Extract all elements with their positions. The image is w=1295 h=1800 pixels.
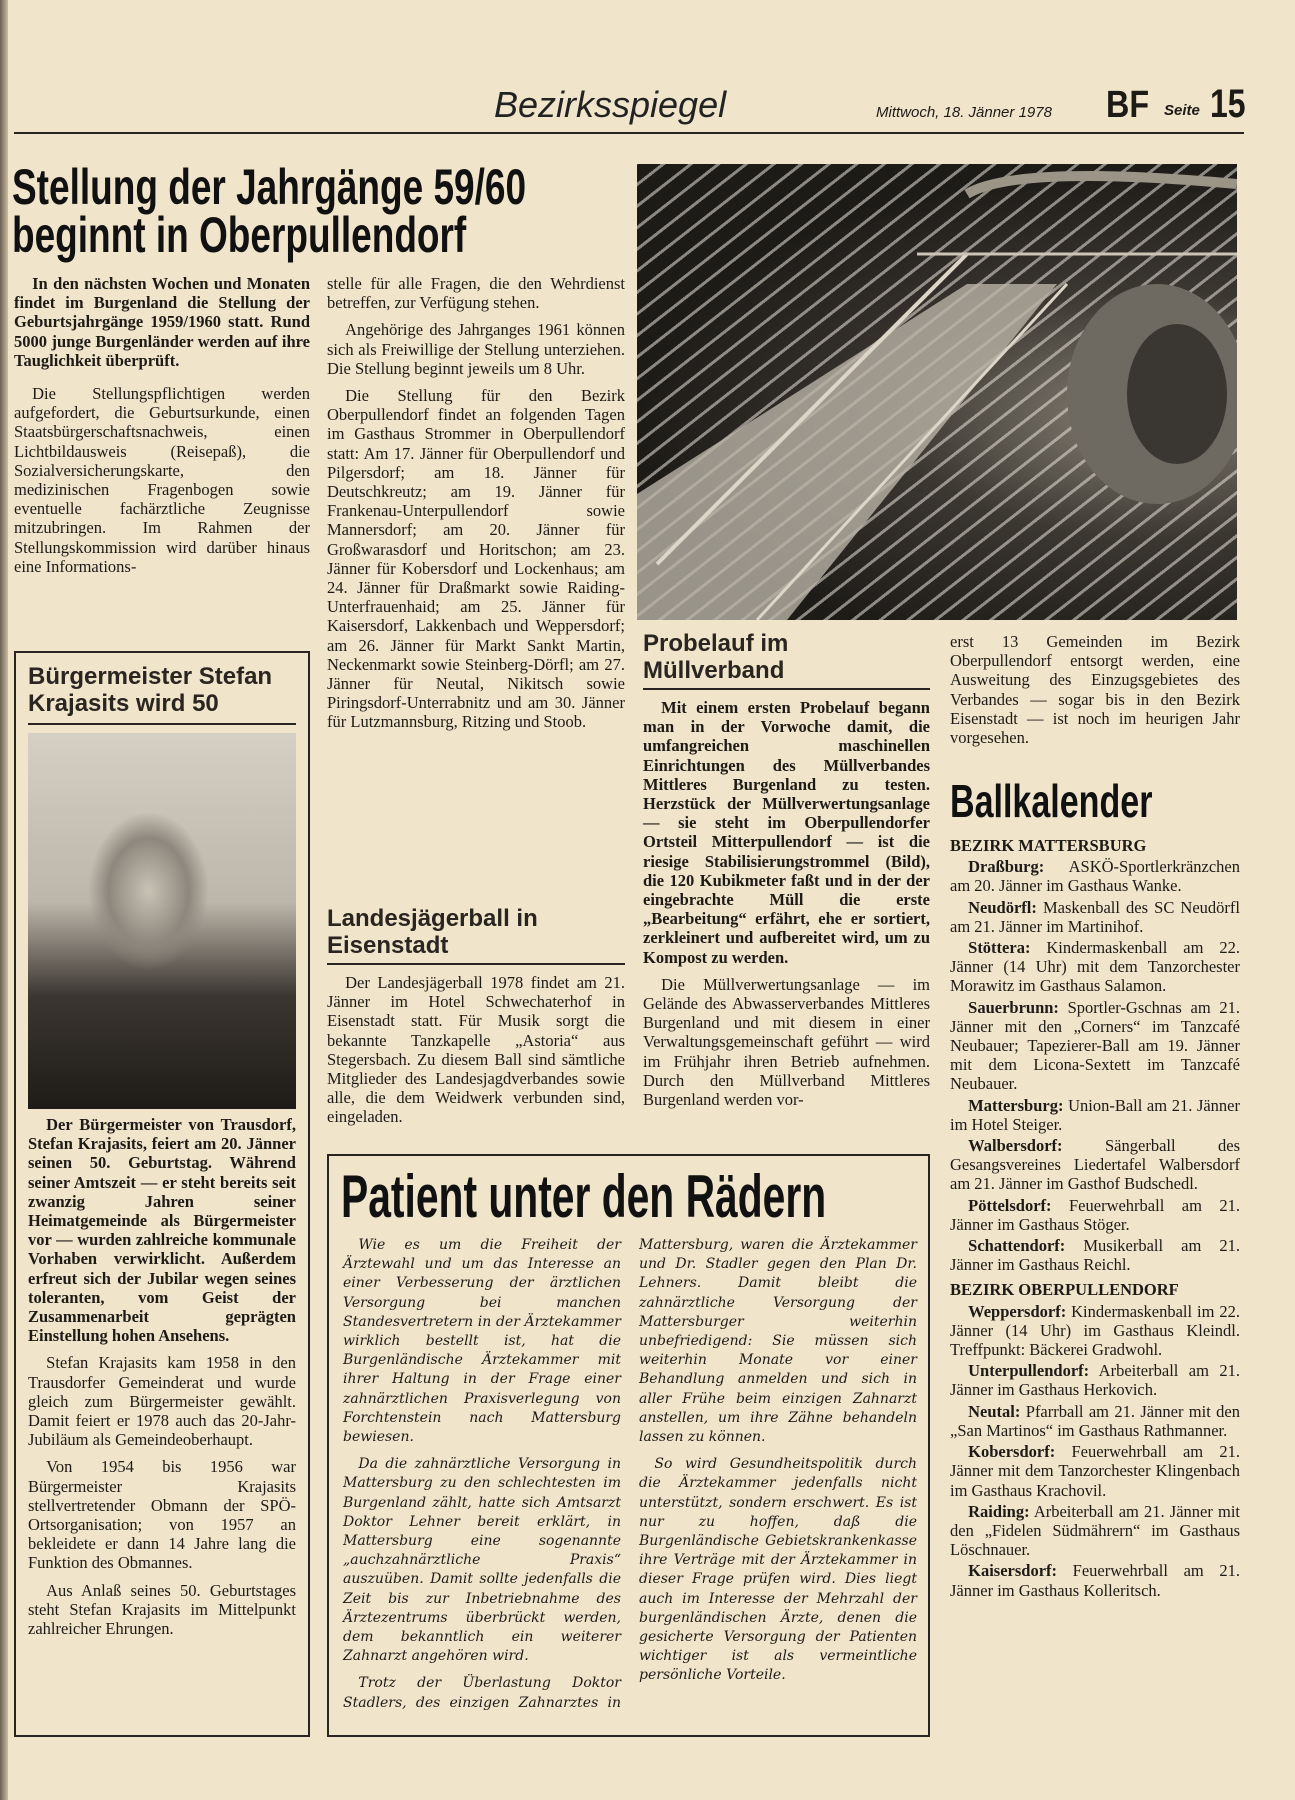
article-buergermeister	[14, 651, 310, 1737]
patient-paragraph: Da die zahnärztliche Versorgung in Mattersburg zu den schlechtesten im Burgenland zählt, hatte sich Amtsarzt Doktor Lehner bereit erklärt, in Mattersburg eine sogenannte „auchzahnärztliche Praxis“ auszuüben. Damit sollte jedenfalls die Zeit bis zur Inbetriebnahme des Ärztezentrums überbrückt werden, dem bekanntlich ein weiterer Zahnarzt angehören wird.	[343, 1456, 621, 1665]
headline-stellung-line1: Stellung der Jahrgänge 59/60	[12, 159, 527, 215]
ballkalender-entry	[950, 1502, 1240, 1560]
ballkalender-event: Kindermaskenball im 22. Jänner (14 Uhr) im Gasthaus Kleindl. Treffpunkt: Bäckerei Gradwohl.	[950, 1301, 1240, 1360]
buergermeister-paragraph: Stefan Krajasits kam 1958 in den Trausdorfer Gemeinderat und wurde gleich zum Bürgermeister gewählt. Damit feiert er 1978 auch das 20-Jahr-Jubiläum als Gemeindeoberhaupt.	[28, 1353, 296, 1450]
ballkalender-entry	[950, 898, 1240, 936]
ballkalender-event: Sportler-Gschnas am 21. Jänner mit den „Corners“ im Tanzcafé Neubauer; Tapezierer-Ball am 19. Jänner mit dem Licona-Sextett im Tanzcafé Neubauer.	[950, 997, 1240, 1094]
ballkalender-place: Mattersburg:	[968, 1095, 1064, 1115]
ballkalender-district-heading: BEZIRK MATTERSBURG	[950, 836, 1147, 855]
ballkalender-entry	[950, 1236, 1240, 1274]
probelauf-paragraph: Die Müllverwertungsanlage — im Gelände des Abwasserverbandes Mittleres Burgenland und mit diesem in einer Verwaltungsgemeinschaft geführt — wird im Frühjahr ihren Betrieb aufnehmen. Durch den Müllverband Mittleres Burgenland werden vor-	[643, 974, 930, 1110]
section-title: Bezirksspiegel	[494, 84, 727, 125]
patient-paragraph: Trotz der Überlastung Doktor Stadlers, des einzigen Zahnarztes in Mattersburg, waren die Ärztekammer und Dr. Stadler gegen den Plan Dr. Lehners. Damit bleibt die zahnärztliche Versorgung der Mattersburger weiterhin unbefriedigend: Sie müssen sich weiterhin Monate vor einer Behandlung anmelden und sich in aller Frühe beim einzigen Zahnarzt anstellen, um ihre Zähne behandeln lassen zu können.	[343, 1237, 917, 1711]
ballkalender-event: Sängerball des Gesangsvereines Liedertafel Walbersdorf am 21. Jänner im Gasthof Budschedl.	[950, 1136, 1240, 1194]
stellung-paragraph: Die Stellungspflichtigen werden aufgefordert, die Geburtsurkunde, einen Staatsbürgerschaftsnachweis, einen Lichtbildausweis (Reisepaß), die Sozialversicherungskarte, den medizinischen Fragenbogen sowie eventuelle fachärztliche Zeugnisse mitzubringen. Im Rahmen der Stellungskommission wird darüber hinaus eine Informations-	[14, 384, 310, 576]
ballkalender-place: Raiding:	[968, 1501, 1030, 1521]
page-edge	[0, 0, 8, 1800]
ballkalender-event: Pfarrball am 21. Jänner mit den „San Martinos“ im Gasthaus Rathmanner.	[950, 1401, 1240, 1440]
ballkalender-place: Pöttelsdorf:	[968, 1195, 1052, 1215]
ballkalender-event: Arbeiterball am 21. Jänner mit den „Fidelen Südmährern“ im Gasthaus Löschnauer.	[950, 1501, 1241, 1560]
portrait-stefan-krajasits	[28, 733, 296, 1109]
ballkalender-entry	[950, 1302, 1240, 1360]
buergermeister-paragraph: Aus Anlaß seines 50. Geburtstages steht Stefan Krajasits im Mittelpunkt zahlreicher Ehrungen.	[28, 1580, 296, 1639]
ballkalender-event: Feuerwehrball am 21. Jänner im Gasthaus Stöger.	[950, 1195, 1241, 1234]
staircase-illustration	[637, 164, 1237, 620]
ballkalender-entry	[950, 1442, 1240, 1500]
ballkalender-place: Schattendorf:	[968, 1236, 1066, 1256]
ballkalender-event: Feuerwehrball am 21. Jänner im Gasthaus Kolleritsch.	[950, 1561, 1240, 1600]
ballkalender-event: Feuerwehrball am 21. Jänner mit dem Tanzorchester Klingenbach im Gasthaus Krachovil.	[950, 1442, 1240, 1500]
ballkalender-entry	[950, 1402, 1240, 1440]
page-number: 15	[1210, 82, 1246, 126]
article-stellung-col2	[327, 274, 625, 740]
ballkalender-district-heading: BEZIRK OBERPULLENDORF	[950, 1280, 1179, 1300]
ballkalender-place: Weppersdorf:	[968, 1301, 1067, 1321]
page-label: Seite	[1164, 102, 1200, 119]
probelauf-paragraph: erst 13 Gemeinden im Bezirk Oberpullendorf entsorgt werden, eine Ausweitung des Einzugsgebietes des Verbandes — sogar bis in den Bezirk Eisenstadt — ist noch im heurigen Jahr vorgesehen.	[950, 632, 1240, 748]
ballkalender-place: Walbersdorf:	[968, 1136, 1063, 1156]
probelauf-heading: Probelauf im Müllverband	[643, 630, 930, 690]
article-probelauf-cont	[950, 632, 1240, 755]
ballkalender-event: ASKÖ-Sportlerkränzchen am 20. Jänner im Gasthaus Wanke.	[950, 857, 1240, 896]
ballkalender-place: Unterpullendorf:	[968, 1361, 1090, 1381]
ballkalender-place: Draßburg:	[968, 857, 1045, 877]
ballkalender-place: Kaisersdorf:	[968, 1561, 1058, 1581]
ballkalender-entry	[950, 857, 1240, 895]
landesjaeger-heading: Landesjägerball in Eisenstadt	[327, 905, 625, 965]
ballkalender-event: Union-Ball am 21. Jänner im Hotel Steiger.	[950, 1095, 1241, 1134]
ballkalender-entry	[950, 1196, 1240, 1234]
probelauf-lead: Mit einem ersten Probelauf begann man in der Vorwoche damit, die umfangreichen maschinellen Einrichtungen des Müllverbandes Mittleres Burgenland zu testen. Herzstück der Müllverwertungsanlage — sie steht im Oberpullendorfer Ortsteil Mitterpullendorf — ist die riesige Stabilisierungstrommel (Bild), die 120 Kubikmeter faßt und in der der eingebrachte Müll die erste „Bearbeitung“ erfährt, ehe er sortiert, zerkleinert und aufbereitet wird, um zu Kompost zu werden.	[643, 698, 930, 967]
stellung-paragraph: stelle für alle Fragen, die den Wehrdienst betreffen, zur Verfügung stehen.	[327, 274, 625, 313]
patient-headline: Patient unter den Rädern	[341, 1163, 827, 1230]
ballkalender-event: Maskenball des SC Neudörfl am 21. Jänner im Martinihof.	[950, 897, 1240, 936]
buergermeister-lead: Der Bürgermeister von Trausdorf, Stefan Krajasits, feiert am 20. Jänner seinen 50. Geburtstag. Während seiner Amtszeit — er steht bereits seit zwanzig Jahren seiner Heimatgemeinde als Bürgermeister vor — wurden zahlreiche kommunale Vorhaben verwirklicht. Außerdem erfreut sich der Jubilar wegen seines toleranten, vom Geist der Zusammenarbeit geprägten Einstellung hohen Ansehens.	[28, 1115, 296, 1346]
ballkalender-entry	[950, 1096, 1240, 1134]
ballkalender-place: Neutal:	[968, 1401, 1021, 1421]
ballkalender-place: Sauerbrunn:	[968, 997, 1059, 1017]
stellung-paragraph: Die Stellung für den Bezirk Oberpullendorf findet an folgenden Tagen im Gasthaus Strommer in Oberpullendorf statt: Am 17. Jänner für Oberpullendorf und Pilgersdorf; am 18. Jänner für Deutschkreutz; am 19. Jänner für Frankenau-Unterpullendorf sowie Mannersdorf; am 20. Jänner für Großwarasdorf und Horitschon; am 23. Jänner für Kobersdorf und Lockenhaus; am 24. Jänner für Draßmarkt sowie Raiding-Unterfrauenhaid; am 25. Jänner für Kaisersdorf, Lakkenbach und Weppersdorf; am 26. Jänner für Markt Sankt Martin, Neckenmarkt sowie Steinberg-Dörfl; am 27. Jänner für Neutal, Nikitsch sowie Piringsdorf-Unterrabnitz und am 30. Jänner für Lutzmannsburg, Ritzing und Stoob.	[327, 386, 625, 732]
ballkalender-place: Stöttera:	[968, 938, 1031, 958]
landesjaeger-paragraph: Der Landesjägerball 1978 findet am 21. Jänner im Hotel Schwechaterhof in Eisenstadt statt. Für Musik sorgt die bekannte Tanzkapelle „Astoria“ aus Stegersbach. Zu diesem Ball sind sämtliche Mitglieder des Landesjagdverbandes sowie alle, die dem Weidwerk verbunden sind, eingeladen.	[327, 973, 625, 1127]
patient-paragraph: So wird Gesundheitspolitik durch die Ärztekammer jedenfalls nicht unterstützt, sondern erschwert. Es ist nur zu hoffen, daß die Burgenländische Gebietskrankenkasse ihre Verträge mit der Ärztekammer in dieser Frage prüfen wird. Dies liegt auch im Interesse der Mehrzahl der burgenländischen Ärzte, denen die gesicherte Versorgung der Patienten wichtiger ist als vermeintliche persönliche Vorteile.	[639, 1456, 917, 1684]
buergermeister-heading: Bürgermeister Stefan Krajasits wird 50	[28, 663, 296, 725]
patient-paragraph: Wie es um die Freiheit der Ärztewahl und um das Interesse an einer Verbesserung der ärztlichen Versorgung bei manchen Standesvertretern in der Ärztekammer wirklich bestellt ist, hat die Burgenländische Ärztekammer mit ihrer Haltung in der Frage einer zahnärztlichen Praxisverlegung von Forchtenstein nach Mattersburg bewiesen.	[343, 1237, 621, 1446]
ballkalender-entry	[950, 938, 1240, 996]
ballkalender-event: Musikerball am 21. Jänner im Gasthaus Reichl.	[950, 1236, 1240, 1275]
article-stellung-col1	[14, 274, 310, 584]
article-landesjaegerball	[327, 905, 625, 1135]
photo-stabilisierungstrommel	[637, 164, 1237, 620]
issue-date: Mittwoch, 18. Jänner 1978	[876, 104, 1052, 121]
stellung-paragraph: Angehörige des Jahrganges 1961 können sich als Freiwillige der Stellung unterziehen. Die Stellung beginnt jeweils um 8 Uhr.	[327, 320, 625, 378]
ballkalender-entry	[950, 1136, 1240, 1194]
ballkalender-event: Arbeiterball am 21. Jänner im Gasthaus Herkovich.	[950, 1361, 1240, 1400]
article-probelauf	[643, 630, 930, 1117]
ballkalender-heading: Ballkalender	[950, 775, 1153, 827]
ballkalender-entry	[950, 1561, 1240, 1599]
headline-stellung-line2: beginnt in Oberpullendorf	[12, 207, 467, 263]
buergermeister-paragraph: Von 1954 bis 1956 war Bürgermeister Krajasits stellvertretender Obmann der SPÖ-Ortsorganisation; von 1957 an bekleidete er dann 14 Jahre lang die Funktion des Obmannes.	[28, 1457, 296, 1573]
article-patient	[327, 1154, 930, 1737]
ballkalender-entry	[950, 998, 1240, 1094]
ballkalender-place: Kobersdorf:	[968, 1442, 1056, 1462]
newspaper-logo: BF	[1106, 84, 1150, 126]
ballkalender-place: Neudörfl:	[968, 897, 1037, 917]
ballkalender-event: Kindermaskenball am 22. Jänner (14 Uhr) mit dem Tanzorchester Morawitz im Gasthaus Salamon.	[950, 938, 1241, 996]
ballkalender-list	[950, 830, 1240, 1602]
ballkalender-entry	[950, 1361, 1240, 1399]
masthead	[14, 84, 1244, 134]
stellung-lead: In den nächsten Wochen und Monaten findet im Burgenland die Stellung der Geburtsjahrgänge 1959/1960 statt. Rund 5000 junge Burgenländer werden auf ihre Tauglichkeit überprüft.	[14, 274, 310, 370]
